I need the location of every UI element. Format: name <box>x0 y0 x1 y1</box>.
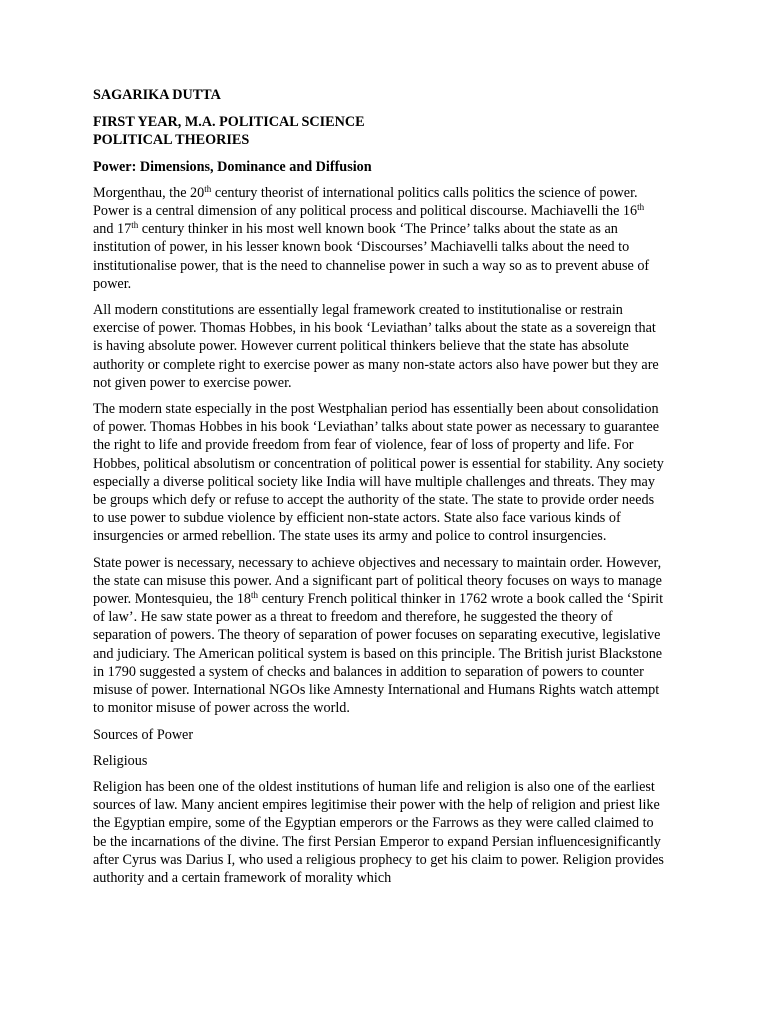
p1-text-a: Morgenthau, the 20 <box>93 184 205 201</box>
document-title: Power: Dimensions, Dominance and Diffusion <box>93 158 372 175</box>
p1-text-d: century thinker in his most well known book ‘The Prince’ talks about the state as an institution of power, in his lesser known book ‘Discourses’ Machiavelli talks about the need to institutionalise power, that is the need to channelise power in such a way so as to prevent abuse of power. <box>93 221 650 292</box>
course-line-2: POLITICAL THEORIES <box>93 132 250 149</box>
course-line-1: FIRST YEAR, M.A. POLITICAL SCIENCE <box>93 114 365 131</box>
p4-text-a: State power is necessary, necessary to achieve objectives and necessary to maintain order. However, the state can misuse this power. And a significant part of political theory focuses on ways to manage power. Montesquieu, the 18 <box>93 554 662 608</box>
course-heading <box>93 113 664 149</box>
paragraph-3: The modern state especially in the post Westphalian period has essentially been about consolidation of power. Thomas Hobbes in his book ‘Leviathan’ talks about state power as necessary to guarantee the right to life and provide freedom from fear of violence, fear of loss of property and life. For Hobbes, political absolutism or concentration of political power is essential for stability. Any society especially a diverse political society like India will have multiple challenges and threats. They may be groups which defy or refuse to accept the authority of the state. The state to provide order needs to use power to subdue violence by efficient non-state actors. State also face various kinds of insurgencies or armed rebellion. The state uses its army and police to control insurgencies. <box>93 401 664 545</box>
p1-superscript-2: th <box>637 202 645 213</box>
p4-text-b: century French political thinker in 1762 wrote a book called the ‘Spirit of law’. He saw state power as a threat to freedom and therefore, he suggested the theory of separation of powers. The theory of separation of power focuses on separating executive, legislative and judiciary. The American political system is based on this principle. The British jurist Blackstone in 1790 suggested a system of checks and balances in addition to separation of powers to counter misuse of power. International NGOs like Amnesty International and Humans Rights watch attempt to monitor misuse of power across the world. <box>93 591 664 717</box>
paragraph-4 <box>93 554 664 718</box>
paragraph-2: All modern constitutions are essentially legal framework created to institutionalise or restrain exercise of power. Thomas Hobbes, in his book ‘Leviathan’ talks about the state as a sovereign that is having absolute power. However current political thinkers believe that the state has absolute authority or complete right to exercise power as many non-state actors also have power but they are not given power to exercise power. <box>93 302 659 391</box>
author-name: SAGARIKA DUTTA <box>93 87 221 103</box>
section-heading: Sources of Power <box>93 726 194 743</box>
paragraph-1 <box>93 184 664 293</box>
p1-superscript-1: th <box>204 183 212 194</box>
sub-heading: Religious <box>93 752 148 769</box>
p1-text-c: and 17 <box>93 221 132 238</box>
p1-text-b: century theorist of international politics calls politics the science of power. Power is a central dimension of any political process and political discourse. Machiavelli the 16 <box>93 184 638 220</box>
paragraph-5: Religion has been one of the oldest institutions of human life and religion is also one of the earliest sources of law. Many ancient empires legitimise their power with the help of religion and priest like the Egyptian empire, some of the Egyptian emperors or the Farrows as they were called claimed to be the incarnations of the divine. The first Persian Emperor to expand Persian influencesignificantly after Cyrus was Darius I, who used a religious prophecy to get his claim to power. Religion provides authority and a certain framework of morality which <box>93 778 664 886</box>
p1-superscript-3: th <box>131 220 139 231</box>
p4-superscript-1: th <box>251 590 259 601</box>
